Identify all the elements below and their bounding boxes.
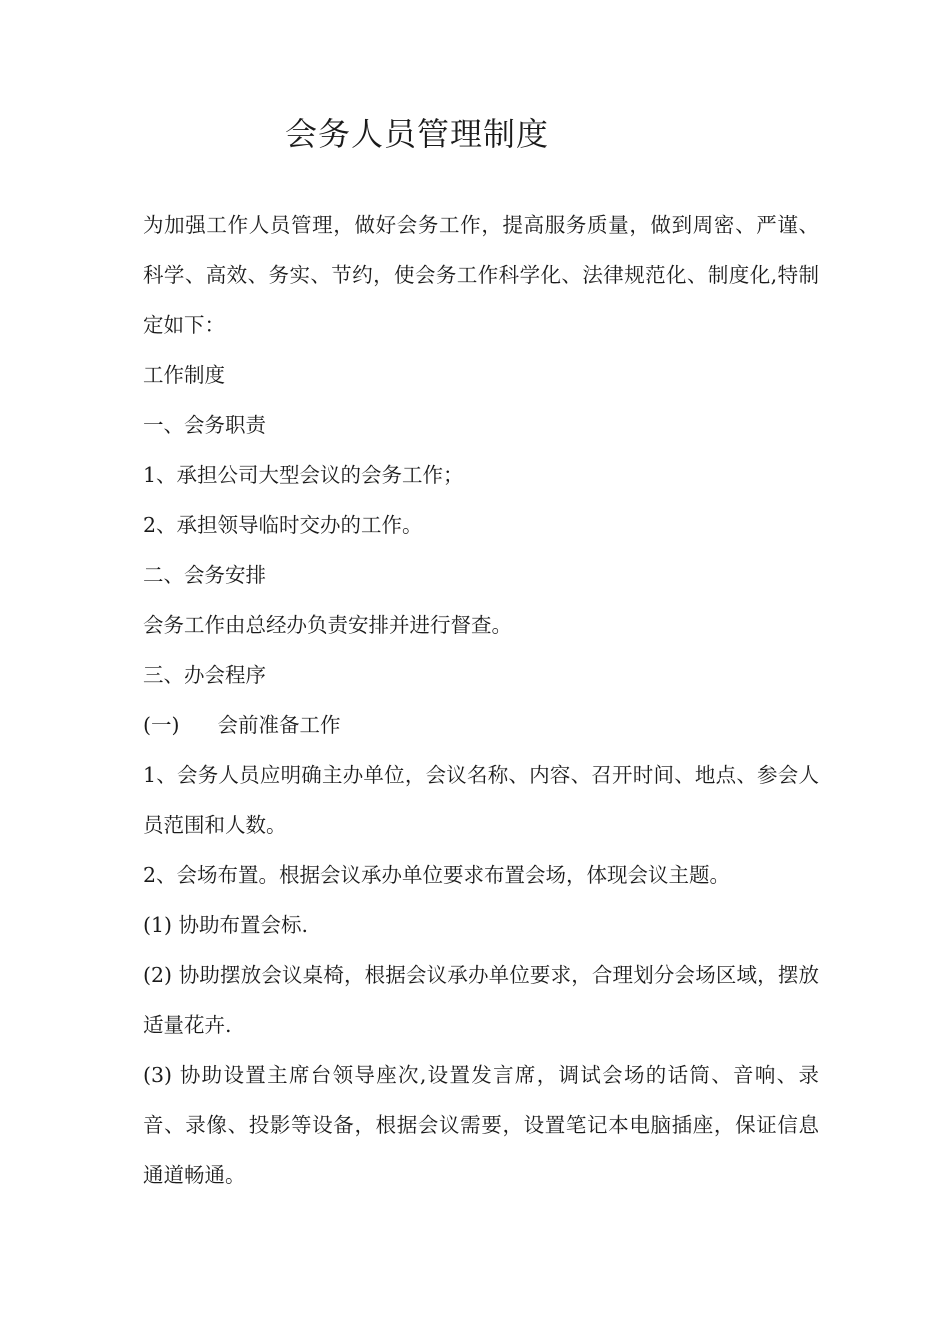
prep-item-2: 2、会场布置。根据会议承办单位要求布置会场，体现会议主题。 (143, 863, 731, 887)
prep-sub-1: (1) 协助布置会标. (143, 913, 309, 937)
prep-sub-3: (3) 协助设置主席台领导座次,设置发言席，调试会场的话筒、音响、录音、录像、投影等设备，根据会议需要，设置笔记本电脑插座，保证信息通道畅通。 (143, 1063, 819, 1187)
section-3-heading: 三、办会程序 (143, 663, 266, 687)
subsection-1-marker: (一) (143, 713, 180, 737)
document-body (143, 200, 819, 1200)
intro-paragraph: 为加强工作人员管理，做好会务工作，提高服务质量，做到周密、严谨、科学、高效、务实、节约，使会务工作科学化、法律规范化、制度化,特制定如下： (143, 213, 819, 337)
document-title: 会务人员管理制度 (285, 115, 550, 153)
section-2-text: 会务工作由总经办负责安排并进行督查。 (143, 613, 512, 637)
section-1-item-1: 1、承担公司大型会议的会务工作； (143, 463, 464, 487)
section-1-item-2: 2、承担领导临时交办的工作。 (143, 513, 423, 537)
section-2-heading: 二、会务安排 (143, 563, 266, 587)
subsection-1-heading (143, 700, 819, 750)
section-work-rules: 工作制度 (143, 363, 225, 387)
prep-sub-2: (2) 协助摆放会议桌椅，根据会议承办单位要求，合理划分会场区域，摆放适量花卉. (143, 963, 819, 1037)
prep-item-1: 1、会务人员应明确主办单位，会议名称、内容、召开时间、地点、参会人员范围和人数。 (143, 763, 819, 837)
section-1-heading: 一、会务职责 (143, 413, 266, 437)
subsection-1-title: 会前准备工作 (217, 713, 341, 737)
